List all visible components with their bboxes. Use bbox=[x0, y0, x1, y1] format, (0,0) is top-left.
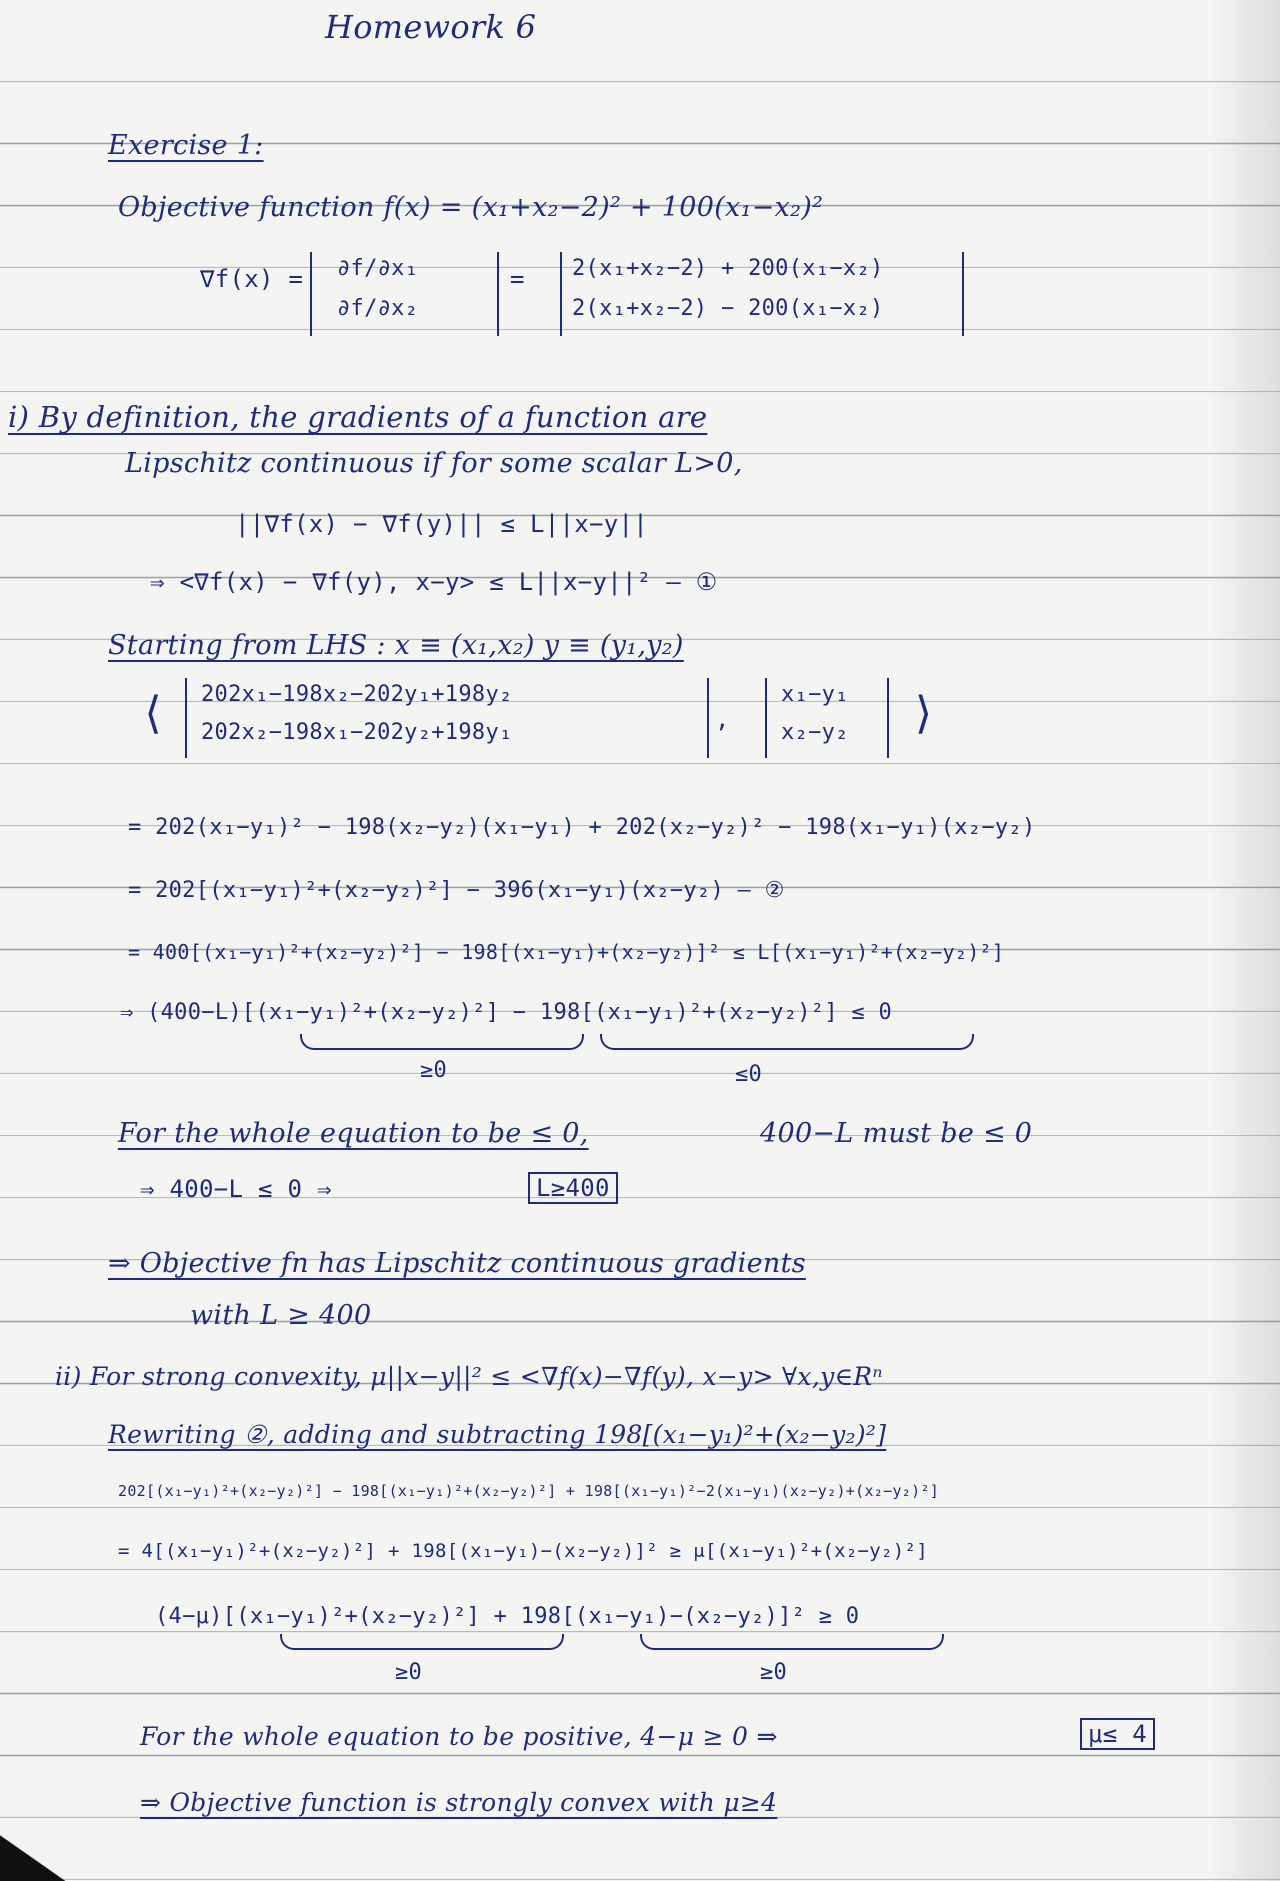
part2-nonneg-1: ≥0 bbox=[395, 1660, 423, 1685]
part2-expansion-1: 202[(x₁−y₁)²+(x₂−y₂)²] − 198[(x₁−y₁)²+(x₂−y₂)²] + 198[(x₁−y₁)²−2(x₁−y₁)(x₂−y₂)+(x₂−y₂)²] bbox=[118, 1482, 940, 1500]
nonneg-underbrace bbox=[300, 1034, 584, 1050]
part1-condition-result: 400−L must be ≤ 0 bbox=[760, 1118, 1033, 1149]
gradient-expression-matrix bbox=[560, 252, 964, 336]
part1-implication: ⇒ 400−L ≤ 0 ⇒ bbox=[140, 1175, 332, 1203]
part1-conclusion-with: with L ≥ 400 bbox=[190, 1300, 372, 1331]
vector-a-row-2: 202x₂−198x₁−202y₂+198y₁ bbox=[201, 720, 513, 745]
vector-comma: , bbox=[715, 705, 730, 733]
angle-bracket-open: ⟨ bbox=[140, 688, 167, 739]
exercise-heading: Exercise 1: bbox=[108, 130, 264, 161]
page-edge-shadow bbox=[1210, 0, 1280, 1881]
nonpos-underbrace bbox=[600, 1034, 974, 1050]
part1-expansion-3: = 400[(x₁−y₁)²+(x₂−y₂)²] − 198[(x₁−y₁)+(x₂−y₂)]² ≤ L[(x₁−y₁)²+(x₂−y₂)²] bbox=[128, 940, 1005, 964]
part1-conclusion: ⇒ Objective fn has Lipschitz continuous gradients bbox=[108, 1248, 806, 1279]
part2-expansion-3: (4−μ)[(x₁−y₁)²+(x₂−y₂)²] + 198[(x₁−y₁)−(x₂−y₂)]² ≥ 0 bbox=[155, 1604, 860, 1629]
part2-line1: ii) For strong convexity, μ||x−y||² ≤ <∇f(x)−∇f(y), x−y> ∀x,y∈Rⁿ bbox=[55, 1362, 883, 1391]
part1-expansion-4: ⇒ (400−L)[(x₁−y₁)²+(x₂−y₂)²] − 198[(x₁−y₁)²+(x₂−y₂)²] ≤ 0 bbox=[120, 1000, 893, 1025]
nonpos-label: ≤0 bbox=[735, 1062, 763, 1087]
part2-conclusion: ⇒ Objective function is strongly convex with μ≥4 bbox=[140, 1788, 778, 1817]
vector-b-matrix bbox=[765, 678, 889, 758]
lipschitz-constant-box: L≥400 bbox=[528, 1172, 618, 1204]
part1-line1: i) By definition, the gradients of a function are bbox=[8, 400, 708, 434]
part2-underbrace-1 bbox=[280, 1634, 564, 1650]
gradient-partial-x2: ∂f/∂x₂ bbox=[337, 296, 419, 321]
part2-line2: Rewriting ②, adding and subtracting 198[(x₁−y₁)²+(x₂−y₂)²] bbox=[108, 1420, 887, 1449]
part1-condition-text: For the whole equation to be ≤ 0, bbox=[118, 1118, 589, 1149]
page-corner-shadow bbox=[0, 1831, 90, 1881]
angle-bracket-close: ⟩ bbox=[910, 688, 937, 739]
gradient-partials-matrix bbox=[310, 252, 499, 336]
part2-underbrace-2 bbox=[640, 1634, 944, 1650]
vector-b-row-1: x₁−y₁ bbox=[781, 682, 849, 707]
part1-starting-lhs: Starting from LHS : x ≡ (x₁,x₂) y ≡ (y₁,y₂) bbox=[108, 630, 684, 661]
vector-a-row-1: 202x₁−198x₂−202y₁+198y₂ bbox=[201, 682, 513, 707]
part1-expansion-1: = 202(x₁−y₁)² − 198(x₂−y₂)(x₁−y₁) + 202(x₂−y₂)² − 198(x₁−y₁)(x₂−y₂) bbox=[128, 815, 1036, 840]
nonneg-label: ≥0 bbox=[420, 1058, 448, 1083]
gradient-partial-x1: ∂f/∂x₁ bbox=[337, 256, 419, 281]
gradient-label: ∇f(x) = bbox=[200, 265, 304, 293]
part1-expansion-2: = 202[(x₁−y₁)²+(x₂−y₂)²] − 396(x₁−y₁)(x₂−y₂) — ② bbox=[128, 878, 785, 903]
part1-line2: Lipschitz continuous if for some scalar L>0, bbox=[125, 448, 743, 479]
part1-inequality-1: ⇒ <∇f(x) − ∇f(y), x−y> ≤ L||x−y||² — ① bbox=[150, 568, 718, 596]
vector-a-matrix bbox=[185, 678, 709, 758]
gradient-row-2: 2(x₁+x₂−2) − 200(x₁−x₂) bbox=[572, 296, 884, 321]
strong-convexity-box: μ≤ 4 bbox=[1080, 1718, 1155, 1750]
part2-nonneg-2: ≥0 bbox=[760, 1660, 788, 1685]
objective-function: Objective function f(x) = (x₁+x₂−2)² + 100(x₁−x₂)² bbox=[118, 192, 824, 223]
part2-condition: For the whole equation to be positive, 4−μ ≥ 0 ⇒ bbox=[140, 1722, 778, 1751]
gradient-equals: = bbox=[510, 265, 525, 293]
part1-lipschitz-def: ||∇f(x) − ∇f(y)|| ≤ L||x−y|| bbox=[235, 510, 648, 538]
page-title: Homework 6 bbox=[325, 8, 537, 46]
vector-b-row-2: x₂−y₂ bbox=[781, 720, 849, 745]
gradient-row-1: 2(x₁+x₂−2) + 200(x₁−x₂) bbox=[572, 256, 884, 281]
part2-expansion-2: = 4[(x₁−y₁)²+(x₂−y₂)²] + 198[(x₁−y₁)−(x₂−y₂)]² ≥ μ[(x₁−y₁)²+(x₂−y₂)²] bbox=[118, 1540, 928, 1562]
